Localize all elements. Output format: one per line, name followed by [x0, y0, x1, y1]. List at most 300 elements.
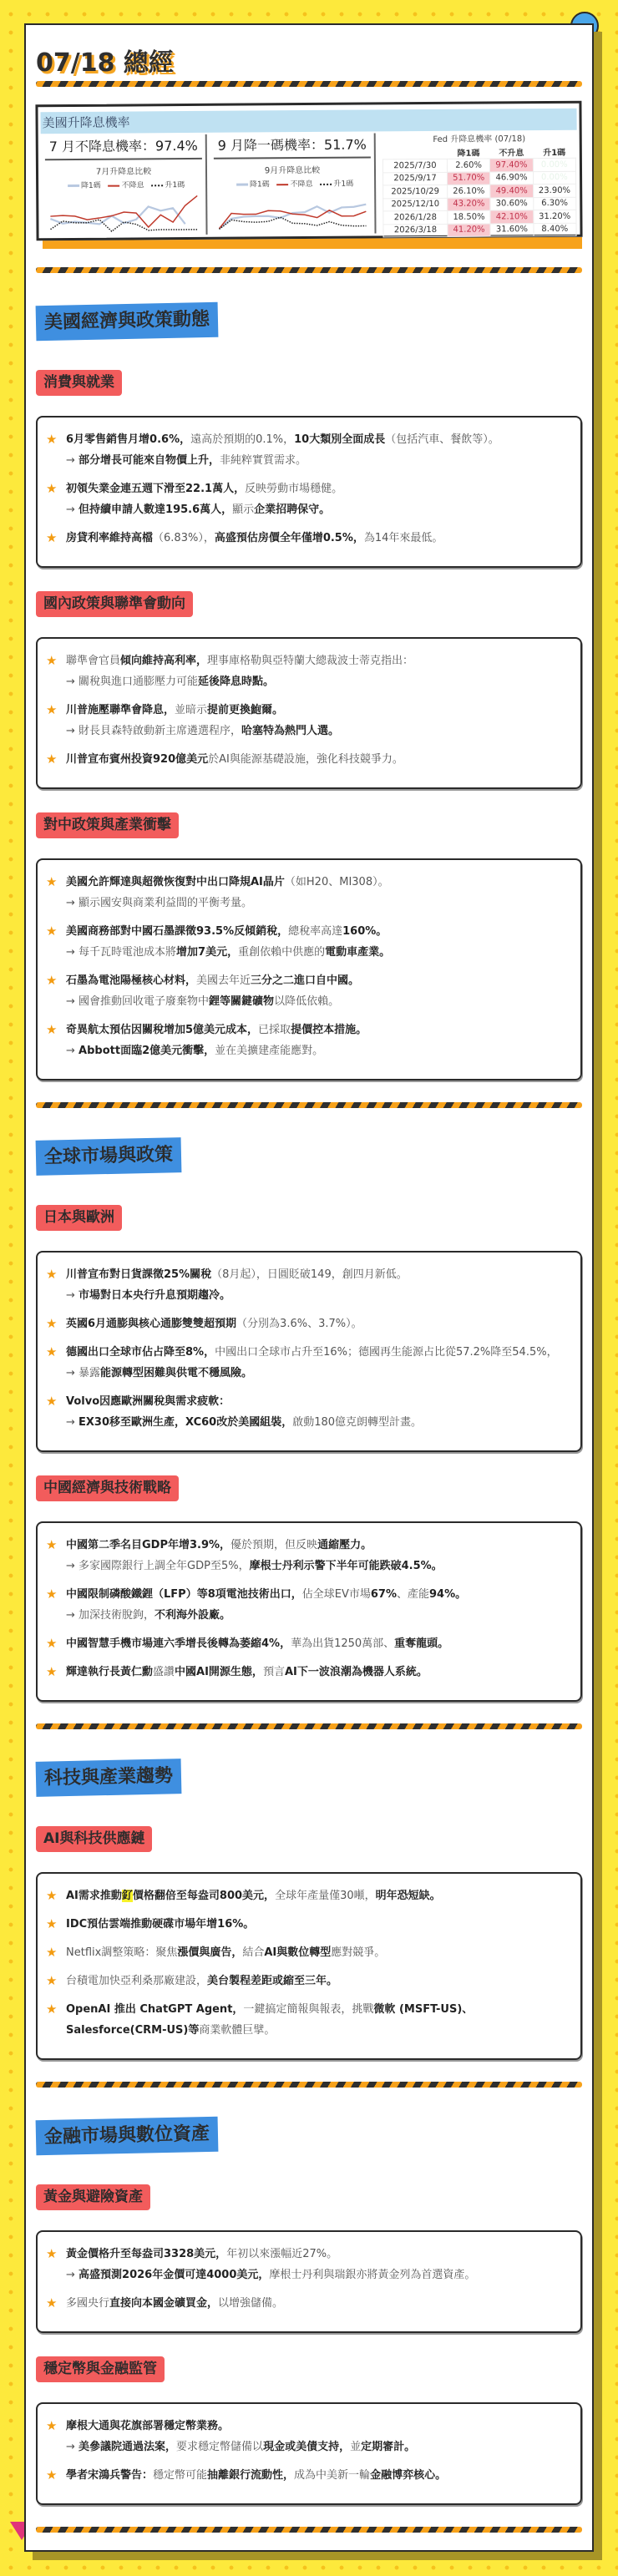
- star-icon: ★: [46, 1888, 58, 1903]
- bold-text: 重奪龍頭。: [394, 1637, 449, 1650]
- bullet-line: [66, 1342, 567, 1363]
- sub-point-line: [66, 499, 567, 520]
- bullet-line: [66, 1942, 567, 1963]
- news-item: [38, 1999, 567, 2041]
- star-icon: ★: [46, 1394, 58, 1409]
- bullet-line: [66, 478, 567, 499]
- table-header-cell: [382, 146, 447, 159]
- subsection-heading-wrap: [36, 812, 582, 838]
- star-icon: ★: [46, 1022, 58, 1037]
- table-header-cell: 降1碼: [457, 149, 480, 159]
- table-row: [383, 184, 576, 198]
- fed-probability-table: [382, 134, 577, 238]
- arrow-icon: →: [66, 504, 79, 516]
- bold-text: 美台製程差距或縮至三年。: [207, 1975, 338, 1987]
- probability-cell: 49.40%: [490, 185, 533, 198]
- bullet-line: [66, 429, 567, 450]
- sub-point-line: [66, 1605, 567, 1626]
- star-icon: ★: [46, 1916, 58, 1931]
- bold-text: 160%。: [342, 925, 388, 938]
- bold-text: 奇異航太預估因關稅增加5億美元成本，: [66, 1024, 259, 1036]
- sub-point-line: [66, 1556, 567, 1576]
- arrow-icon: →: [66, 454, 79, 467]
- bullet-line: [66, 1662, 567, 1683]
- bullet-line: [66, 1584, 567, 1605]
- text: 華為出貨1250萬部、: [291, 1637, 395, 1650]
- page-title: 07/18 總經: [36, 48, 174, 78]
- sub-point-line: [66, 671, 567, 692]
- text: 以降低依賴。: [274, 995, 340, 1008]
- news-item: [38, 1342, 567, 1384]
- september-chart-title: 9月升降息比較: [264, 165, 321, 176]
- news-item: [38, 478, 567, 520]
- news-item: [38, 749, 567, 770]
- star-icon: ★: [46, 702, 58, 717]
- july-chart-legend: [42, 179, 205, 190]
- section-heading-wrap: [36, 2088, 582, 2153]
- subsection-heading: AI與科技供應鏈: [36, 1826, 152, 1852]
- sub-point-line: [66, 450, 567, 471]
- bold-text: 傾向維持高利率，: [120, 655, 208, 667]
- bullet-line: [66, 1633, 567, 1654]
- arrow-icon: →: [66, 1560, 79, 1572]
- bold-text: 不利海外設廠。: [154, 1609, 231, 1622]
- text: 佔全球EV市場: [301, 1588, 371, 1601]
- meeting-date: 2025/9/17: [383, 172, 448, 185]
- table-row: [383, 171, 576, 185]
- star-icon: ★: [46, 973, 58, 988]
- meeting-date: 2026/1/28: [383, 210, 448, 224]
- star-icon: ★: [46, 752, 58, 767]
- text: 全球年產量僅30噸，: [275, 1890, 376, 1902]
- bullet-line: [66, 2293, 567, 2314]
- bold-text: 直接向本國金礦買金，: [109, 2297, 219, 2310]
- probability-cell: 2.60%: [447, 159, 489, 172]
- news-box: [36, 1872, 582, 2060]
- star-icon: ★: [46, 1973, 58, 1988]
- table-header-cell: 升1碼: [543, 148, 566, 159]
- bold-text: IDC預估雲端推動硬碟市場年增16%。: [66, 1918, 255, 1931]
- legend-swatch-cut: [68, 185, 79, 187]
- text: 為14年來最低。: [363, 532, 443, 544]
- arrow-icon: →: [66, 1045, 79, 1057]
- bullet-line: [66, 921, 567, 942]
- news-item: [38, 2465, 567, 2486]
- section-heading-wrap: [36, 1108, 582, 1174]
- bullet-line: [66, 749, 567, 770]
- text: 中國出口全球市占升至16%；德國再生能源占比從57.2%降至54.5%，: [215, 1346, 558, 1359]
- news-item: [38, 429, 567, 471]
- text: 盛讚: [153, 1666, 175, 1678]
- sub-point-line: [66, 721, 567, 741]
- july-hold-probability: 7 月不降息機率：97.4%: [45, 134, 202, 160]
- text: 、產能: [396, 1588, 429, 1601]
- bullet-line: [66, 1264, 567, 1285]
- bullet-line: [66, 1914, 567, 1935]
- bullet-line: [66, 650, 567, 671]
- probability-cell: 30.60%: [490, 197, 533, 210]
- text: 多國央行: [66, 2297, 110, 2310]
- bold-text: 能源轉型困難與供電不穩風險。: [100, 1367, 253, 1379]
- star-icon: ★: [46, 481, 58, 496]
- probability-cell: 41.20%: [448, 223, 490, 236]
- section-heading: 金融市場與數位資產: [36, 2117, 219, 2156]
- bold-text: AI下一波浪潮為機器人系統。: [284, 1666, 428, 1678]
- bullet-line: [66, 2465, 567, 2486]
- text: 顯示國安與商業利益間的平衡考量。: [79, 897, 253, 909]
- bold-text: 英國6月通膨與核心通膨雙雙超預期: [66, 1318, 237, 1330]
- bold-text: 企業招聘保守。: [254, 504, 331, 516]
- text: 穩定幣可能: [153, 2469, 208, 2482]
- probability-cell: 42.10%: [490, 210, 533, 224]
- bold-text: 提前更換鮑爾。: [207, 704, 284, 716]
- bold-text: AI需求推動: [66, 1890, 122, 1902]
- bold-text: 哈塞特為熱門人選。: [241, 725, 340, 737]
- fed-panel-frame: [35, 101, 582, 241]
- text: 理事庫格勒與亞特蘭大總裁波士蒂克指出：: [207, 655, 414, 667]
- arrow-icon: →: [66, 2441, 79, 2453]
- news-box: [36, 637, 582, 789]
- star-icon: ★: [46, 1664, 58, 1679]
- july-panel: [42, 134, 208, 235]
- bold-text: Volvo因應歐洲關稅與需求疲軟：: [66, 1395, 230, 1408]
- legend-swatch-hike: [151, 185, 163, 186]
- news-item: [38, 2416, 567, 2457]
- bold-text: 漲價與廣告，: [177, 1946, 243, 1959]
- bold-text: 初領失業金連五週下滑至22.1萬人，: [66, 483, 246, 495]
- news-item: [38, 970, 567, 1012]
- september-line-chart: [217, 192, 367, 233]
- bold-text: 抽離銀行流動性，: [207, 2469, 295, 2482]
- bullet-line: [66, 1885, 567, 1906]
- subsection-heading-wrap: [36, 2184, 582, 2210]
- text: 要求穩定幣儲備以: [176, 2441, 264, 2453]
- bold-text: 川普宣布對日貨課徵25%關稅: [66, 1268, 212, 1281]
- star-icon: ★: [46, 2418, 58, 2433]
- bold-text: 增加7美元，: [176, 946, 239, 959]
- arrow-icon: →: [66, 1416, 79, 1429]
- news-item: [38, 700, 567, 741]
- bold-text: 定期審計。: [361, 2441, 416, 2453]
- news-item: [38, 1942, 567, 1963]
- text: 預言: [262, 1666, 285, 1678]
- star-icon: ★: [46, 2467, 58, 2482]
- star-icon: ★: [46, 530, 58, 545]
- bold-text: 中國限制磷酸鐵鋰（LFP）等8項電池技術出口，: [66, 1588, 302, 1601]
- sub-point-line: [66, 1412, 567, 1433]
- table-header-cell: 不升息: [499, 149, 524, 159]
- subsection-heading: 消費與就業: [36, 370, 122, 396]
- news-box: [36, 1521, 582, 1702]
- star-icon: ★: [46, 874, 58, 889]
- text: （包括汽車、餐飲等）。: [385, 433, 499, 446]
- probability-cell: 6.30%: [533, 197, 575, 210]
- bold-text: 提價控本措施。: [291, 1024, 367, 1036]
- bold-text: 金融博弈核心。: [370, 2469, 447, 2482]
- meeting-date: 2025/10/29: [383, 185, 448, 198]
- text: 成為中美新一輪: [294, 2469, 371, 2482]
- subsection-heading-wrap: [36, 591, 582, 617]
- hazard-divider: [36, 1102, 582, 1108]
- table-row: [383, 223, 576, 237]
- arrow-icon: →: [66, 676, 79, 688]
- legend-hold: 不降息: [121, 181, 144, 190]
- star-icon: ★: [46, 1587, 58, 1602]
- legend-swatch-hold: [109, 185, 120, 186]
- text: 重創依賴中供應的: [238, 946, 326, 959]
- probability-cell: 0.00%: [533, 158, 575, 171]
- probability-cell: 51.70%: [447, 171, 489, 185]
- bullet-line: [66, 1313, 567, 1334]
- probability-cell: 0.00%: [533, 171, 575, 185]
- news-item: [38, 528, 567, 549]
- arrow-icon: →: [66, 897, 79, 909]
- bullet-line: [66, 970, 567, 991]
- bold-text: 鋰等關鍵礦物: [209, 995, 275, 1008]
- news-box: [36, 858, 582, 1081]
- news-item: [38, 1584, 567, 1626]
- news-item: [38, 2293, 567, 2314]
- star-icon: ★: [46, 1316, 58, 1331]
- legend-swatch-hike: [320, 183, 332, 185]
- text: 啟動180億克朗轉型計畫。: [292, 1416, 423, 1429]
- news-item: [38, 1313, 567, 1334]
- table-row: [383, 210, 576, 224]
- legend-hike: 升1碼: [333, 180, 354, 189]
- bold-text: 10大類別全面成長: [294, 433, 386, 446]
- bold-text: 中國第二季名目GDP年增3.9%，: [66, 1539, 231, 1551]
- text: 年初以來漲幅近27%。: [226, 2248, 338, 2260]
- bold-text: 中國AI開源生態，: [175, 1666, 263, 1678]
- bullet-line: [66, 872, 567, 893]
- bold-text: EX30移至歐洲生產，XC60改於美國組裝，: [79, 1416, 293, 1429]
- text: 摩根士丹利與瑞銀亦將黃金列為首選資產。: [269, 2269, 476, 2281]
- news-item: [38, 1535, 567, 1576]
- news-item: [38, 1391, 567, 1433]
- text: 並暗示: [175, 704, 208, 716]
- series-hike-line: [219, 216, 366, 229]
- probability-cell: 31.20%: [533, 210, 575, 223]
- legend-hike: 升1碼: [165, 181, 185, 190]
- text: 財長貝森特啟動新主席遴選程序，: [79, 725, 242, 737]
- september-cut-probability: 9 月降一碼機率：51.7%: [214, 133, 371, 159]
- table-row: [382, 158, 575, 172]
- text: 關稅與進口通膨壓力可能: [79, 676, 199, 688]
- bullet-line: [66, 700, 567, 721]
- section-heading-wrap: [36, 273, 582, 339]
- bold-text: 德國出口全球市佔占降至8%，: [66, 1346, 215, 1359]
- section-heading: 美國經濟與政策動態: [36, 302, 219, 342]
- subsection-heading-wrap: [36, 1475, 582, 1501]
- sub-point-line: [66, 942, 567, 963]
- text: 遠高於預期的0.1%，: [190, 433, 295, 446]
- star-icon: ★: [46, 1344, 58, 1359]
- bold-text: 美國商務部對中國石墨課徵93.5%反傾銷稅，: [66, 925, 289, 938]
- probability-cell: 43.20%: [448, 197, 490, 210]
- text: 暴露: [79, 1367, 101, 1379]
- text: 已採取: [258, 1024, 291, 1036]
- star-icon: ★: [46, 1945, 58, 1960]
- star-icon: ★: [46, 432, 58, 447]
- bullet-line: [66, 1020, 567, 1040]
- bold-text: 摩根大通與花旗部署穩定幣業務。: [66, 2420, 230, 2432]
- bullet-line: [66, 1999, 567, 2041]
- arrow-icon: →: [66, 1289, 79, 1302]
- bold-text: 中國智慧手機市場連六季增長後轉為萎縮4%，: [66, 1637, 291, 1650]
- fed-rate-probability-panel: [36, 103, 582, 245]
- bold-text: 價格翻倍至每盎司800美元，: [132, 1890, 276, 1902]
- text: 總稅率高達: [288, 925, 343, 938]
- bold-text: 6月零售銷售月增0.6%，: [66, 433, 191, 446]
- text: 每千瓦時電池成本將: [79, 946, 177, 959]
- subsection-heading: 中國經濟與技術戰略: [36, 1475, 179, 1501]
- sections-container: [36, 267, 582, 2505]
- hazard-divider: [36, 2527, 582, 2533]
- text: 於AI與能源基礎設施，強化科技競爭力。: [208, 753, 403, 766]
- arrow-icon: →: [66, 946, 79, 959]
- star-icon: ★: [46, 653, 58, 668]
- sub-point-line: [66, 1040, 567, 1061]
- section-heading: 科技與產業趨勢: [36, 1759, 182, 1797]
- bold-text: 電動車產業。: [325, 946, 391, 959]
- legend-cut: 降1碼: [80, 181, 101, 190]
- bold-text: 房貸利率維持高檔: [66, 532, 154, 544]
- highlighted-text: 釕: [121, 1890, 133, 1902]
- bold-text: 高盛預估房價全年僅增0.5%，: [214, 532, 364, 544]
- fed-panel-banner: 美國升降息機率: [41, 109, 577, 134]
- sub-point-line: [66, 2265, 567, 2285]
- september-panel: [210, 133, 377, 234]
- news-item: [38, 1633, 567, 1654]
- news-item: [38, 1971, 567, 1991]
- bullet-line: [66, 1391, 567, 1412]
- july-line-chart: [48, 193, 199, 234]
- probability-cell: 23.90%: [533, 184, 575, 197]
- bold-text: 微軟 (MSFT-US)、Salesforce(CRM-US)等: [66, 2003, 474, 2037]
- star-icon: ★: [46, 2002, 58, 2017]
- arrow-icon: →: [66, 1609, 79, 1622]
- star-icon: ★: [46, 924, 58, 939]
- sub-point-line: [66, 1285, 567, 1306]
- bold-text: 石墨為電池陽極核心材料，: [66, 974, 197, 987]
- sub-point-line: [66, 2437, 567, 2457]
- section-heading-wrap: [36, 1729, 582, 1795]
- bold-text: 川普宣布賓州投資920億美元: [66, 753, 209, 766]
- news-box: [36, 2230, 582, 2333]
- bold-text: 94%。: [429, 1588, 467, 1601]
- text: 應對競爭。: [331, 1946, 386, 1959]
- september-chart-legend: [210, 177, 374, 189]
- news-box: [36, 1251, 582, 1452]
- news-item: [38, 1885, 567, 1906]
- probability-cell: 8.40%: [534, 223, 576, 236]
- text: （如H20、MI308）。: [284, 876, 389, 888]
- bullet-line: [66, 528, 567, 549]
- bullet-line: [66, 1971, 567, 1991]
- subsection-heading: 對中政策與產業衝擊: [36, 812, 179, 838]
- news-item: [38, 2244, 567, 2285]
- subsection-heading-wrap: [36, 2356, 582, 2382]
- meeting-date: 2025/7/30: [382, 159, 447, 172]
- hazard-divider: [36, 2082, 582, 2088]
- bold-text: 學者宋鴻兵警告：: [66, 2469, 154, 2482]
- star-icon: ★: [46, 2295, 58, 2310]
- star-icon: ★: [46, 1267, 58, 1282]
- bold-text: 高盛預測2026年金價可達4000美元，: [79, 2269, 270, 2281]
- meeting-date: 2025/12/10: [383, 198, 448, 211]
- text: 商業軟體巨擘。: [199, 2024, 276, 2037]
- text: 台積電加快亞利桑那廠建設，: [66, 1975, 208, 1987]
- news-item: [38, 650, 567, 692]
- probability-cell: 18.50%: [448, 210, 490, 224]
- news-box: [36, 2402, 582, 2505]
- text: 以增強儲備。: [218, 2297, 284, 2310]
- subsection-heading: 穩定幣與金融監管: [36, 2356, 165, 2382]
- bold-text: 延後降息時點。: [198, 676, 275, 688]
- bullet-line: [66, 2416, 567, 2437]
- probability-cell: 46.90%: [490, 171, 533, 185]
- news-item: [38, 1662, 567, 1683]
- bold-text: 黃金價格升至每盎司3328美元，: [66, 2248, 227, 2260]
- bold-text: 通縮壓力。: [317, 1539, 372, 1551]
- probability-cell: 31.60%: [490, 223, 533, 236]
- text: 顯示: [232, 504, 255, 516]
- bold-text: 美參議院通過法案，: [79, 2441, 177, 2453]
- text: 結合: [242, 1946, 265, 1959]
- text: 一鍵搞定簡報與報表，挑戰: [243, 2003, 374, 2016]
- section-heading: 全球市場與政策: [36, 1137, 182, 1176]
- arrow-icon: →: [66, 725, 79, 737]
- hazard-divider: [36, 267, 582, 273]
- legend-hold: 不降息: [290, 180, 313, 190]
- july-chart-title: 7月升降息比較: [95, 167, 152, 177]
- bold-text: 部分增長可能來自物價上升，: [79, 454, 220, 467]
- star-icon: ★: [46, 2246, 58, 2261]
- newsletter-card: [24, 23, 594, 2552]
- bold-text: Abbott面臨2億美元衝擊，: [79, 1045, 215, 1057]
- bold-text: 輝達執行長黃仁勳: [66, 1666, 154, 1678]
- text: 加深技術脫鉤，: [79, 1609, 155, 1622]
- table-row: [383, 197, 576, 211]
- meeting-date: 2026/3/18: [383, 224, 448, 237]
- text: （分別為3.6%、3.7%）。: [236, 1318, 362, 1330]
- bold-text: 67%: [370, 1588, 397, 1601]
- bold-text: AI與數位轉型: [264, 1946, 332, 1959]
- bold-text: 現金或美債支持，: [263, 2441, 351, 2453]
- legend-swatch-cut: [236, 184, 248, 186]
- subsection-heading: 黃金與避險資產: [36, 2184, 150, 2210]
- text: 非純粹實質需求。: [220, 454, 307, 467]
- bold-text: 三分之二進口自中國。: [251, 974, 360, 987]
- text: 多家國際銀行上調全年GDP至5%，: [79, 1560, 250, 1572]
- news-item: [38, 1264, 567, 1306]
- arrow-icon: →: [66, 2269, 79, 2281]
- text: Netflix調整策略：聚焦: [66, 1946, 178, 1959]
- bold-text: 但持續申請人數達195.6萬人，: [79, 504, 233, 516]
- news-item: [38, 872, 567, 913]
- text: 聯準會官員: [66, 655, 121, 667]
- bold-text: 川普施壓聯準會降息，: [66, 704, 175, 716]
- bold-text: 明年恐短缺。: [375, 1890, 441, 1902]
- bold-text: 市場對日本央行升息預期趨冷。: [79, 1289, 231, 1302]
- sub-point-line: [66, 1363, 567, 1384]
- hazard-divider: [36, 1723, 582, 1729]
- star-icon: ★: [46, 1537, 58, 1552]
- text: （6.83%），: [153, 532, 215, 544]
- news-item: [38, 1020, 567, 1061]
- probability-cell: 97.40%: [490, 159, 533, 172]
- series-hike-line: [50, 219, 197, 231]
